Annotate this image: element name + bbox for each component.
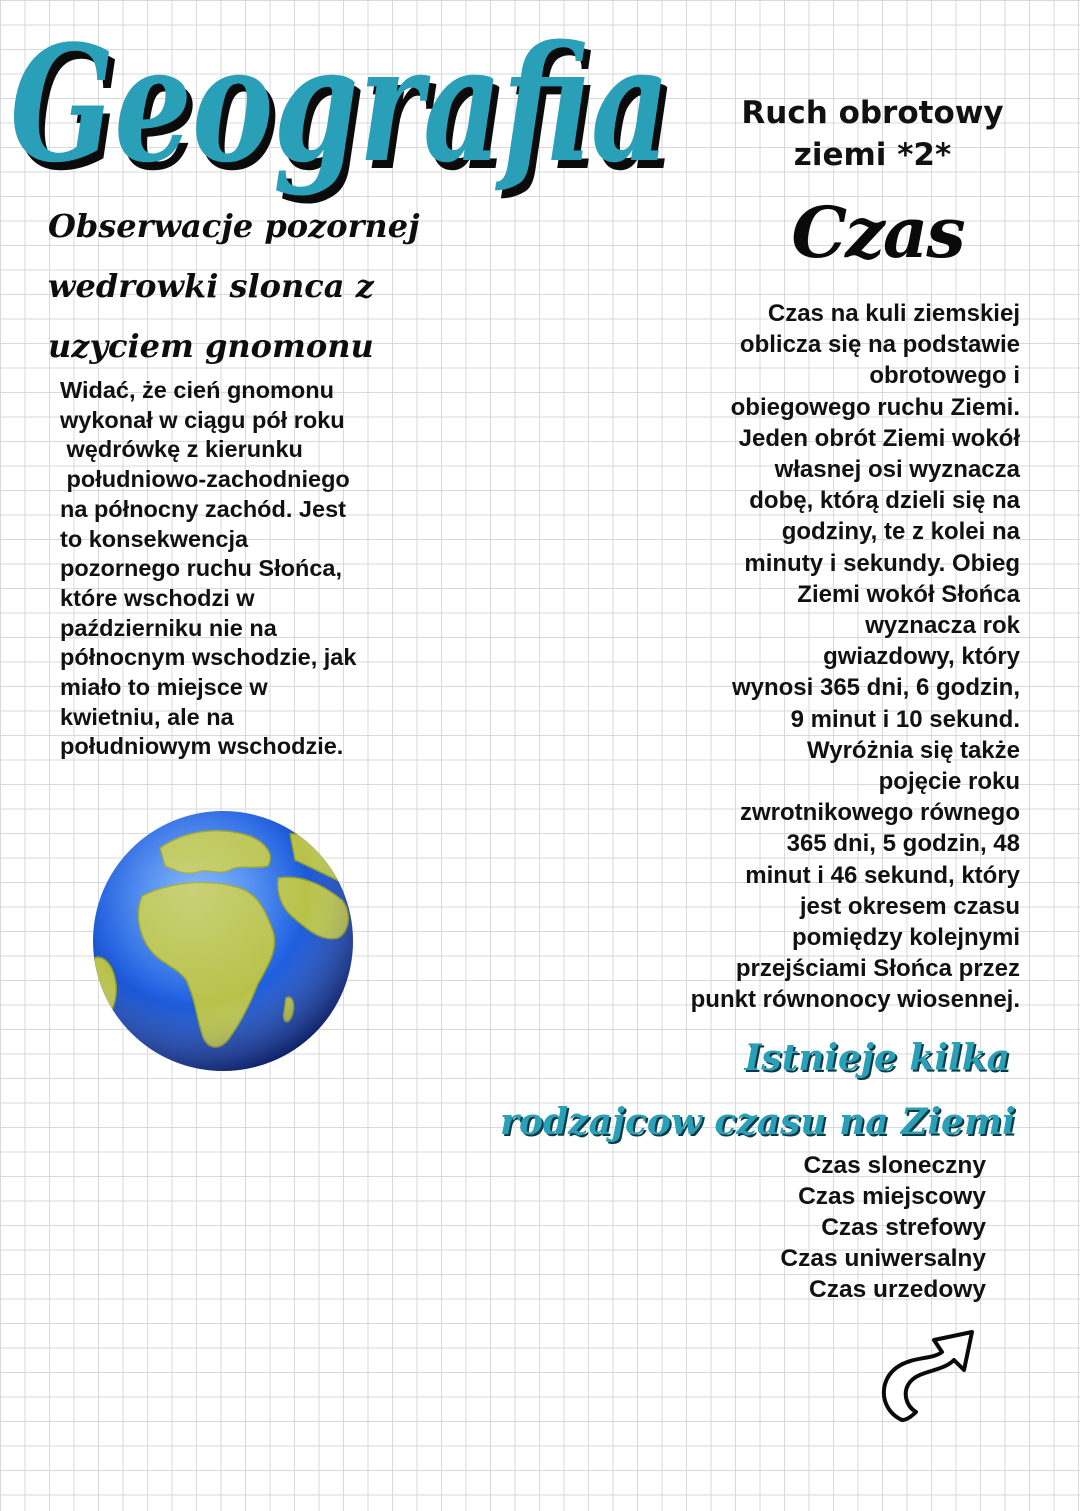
paragraph-line: minuty i sekundy. Obieg xyxy=(744,549,1020,577)
paragraph-line: miało to miejsce w xyxy=(60,674,268,701)
paragraph-line: punkt równonocy wiosennej. xyxy=(690,986,1020,1014)
paragraph-line: pomiędzy kolejnymi xyxy=(791,924,1020,952)
left-heading-line: Obserwacje pozornej xyxy=(48,207,420,245)
paragraph-line: Ziemi wokół Słońca xyxy=(797,580,1020,608)
paragraph-line: 365 dni, 5 godzin, 48 xyxy=(786,830,1020,858)
list-item: Czas uniwersalny xyxy=(780,1245,986,1272)
list-item: Czas strefowy xyxy=(821,1214,986,1241)
paragraph-line: które wschodzi w xyxy=(60,584,255,611)
paragraph-line: wykonał w ciągu pół roku xyxy=(60,406,345,433)
paragraph-line: dobę, którą dzieli się na xyxy=(749,487,1020,515)
time-types-heading xyxy=(500,1026,1016,1154)
paragraph-line: północnym wschodzie, jak xyxy=(60,644,357,671)
gnomon-paragraph xyxy=(60,376,390,762)
paragraph-line: Jeden obrót Ziemi wokół xyxy=(738,424,1020,452)
paragraph-line: październiku nie na xyxy=(60,614,277,641)
paragraph-line: zwrotnikowego równego xyxy=(740,799,1020,827)
paragraph-line: kwietniu, ale na xyxy=(60,703,234,730)
left-heading-line: uzyciem gnomonu xyxy=(48,327,374,365)
list-item: Czas miejscowy xyxy=(798,1183,986,1210)
paragraph-line: własnej osi wyznacza xyxy=(774,456,1020,484)
paragraph-line: wyznacza rok xyxy=(865,612,1020,640)
paragraph-line: Czas na kuli ziemskiej xyxy=(767,300,1020,327)
paragraph-line: wynosi 365 dni, 6 godzin, xyxy=(731,674,1020,702)
paragraph-line: obrotowego i xyxy=(869,362,1020,390)
paragraph-line: Wyróżnia się także xyxy=(807,736,1020,764)
paragraph-line: jest okresem czasu xyxy=(799,892,1020,920)
page-title-text: Geografia xyxy=(10,10,670,198)
paragraph-line: południowym wschodzie. xyxy=(60,733,344,760)
page-title-shadow: Geografia xyxy=(16,18,676,206)
paragraph-line: Widać, że cień gnomonu xyxy=(60,377,334,403)
paragraph-line: pojęcie roku xyxy=(878,768,1020,796)
curved-arrow-icon xyxy=(872,1310,982,1430)
paragraph-line: pozornego ruchu Słońca, xyxy=(60,555,343,582)
paragraph-line: oblicza się na podstawie xyxy=(739,331,1020,359)
paragraph-line: godziny, te z kolei na xyxy=(781,518,1020,546)
paragraph-line: to konsekwencja xyxy=(60,525,249,552)
time-types-list xyxy=(700,1150,986,1305)
paragraph-line: minut i 46 sekund, który xyxy=(745,861,1020,889)
time-types-heading-line: Istnieje kilka xyxy=(744,1037,1010,1079)
left-heading-line: wedrowki slonca z xyxy=(48,267,374,305)
paragraph-line: obiegowego ruchu Ziemi. xyxy=(730,393,1020,421)
list-item: Czas sloneczny xyxy=(803,1152,986,1179)
paragraph-line: na północny zachód. Jest xyxy=(60,495,346,522)
paragraph-line: przejściami Słońca przez xyxy=(735,955,1020,983)
left-section-heading xyxy=(48,196,468,376)
paragraph-line: wędrówkę z kierunku xyxy=(60,436,303,463)
page-title xyxy=(10,0,710,210)
list-item: Czas urzedowy xyxy=(809,1276,986,1303)
earth-globe-icon xyxy=(90,808,356,1074)
section-subtitle: Ruch obrotowy ziemi *2* xyxy=(741,95,1004,173)
paragraph-line: gwiazdowy, który xyxy=(823,643,1020,671)
czas-heading: Czas xyxy=(791,191,964,274)
time-paragraph xyxy=(640,298,1020,1016)
time-types-heading-line: rodzajcow czasu na Ziemi xyxy=(500,1101,1016,1143)
paragraph-line: 9 minut i 10 sekund. xyxy=(790,705,1020,733)
paragraph-line: południowo-zachodniego xyxy=(60,466,350,493)
